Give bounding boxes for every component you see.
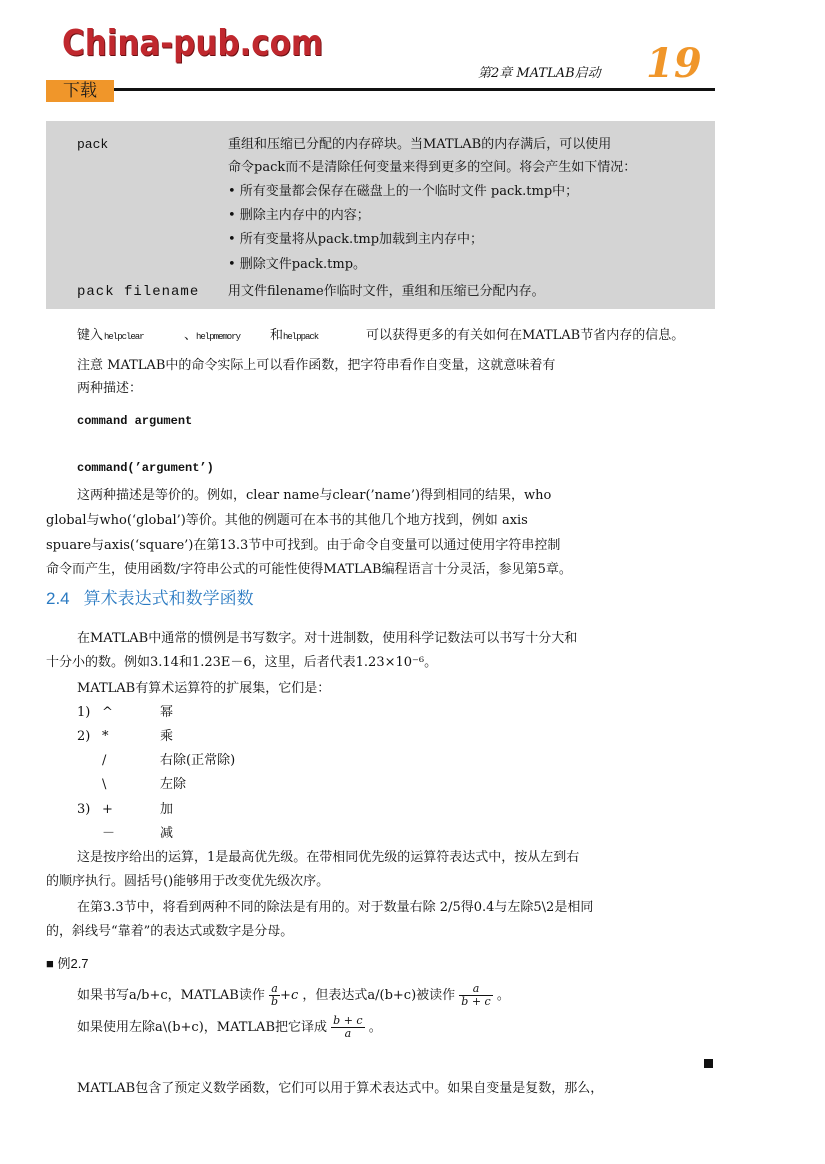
example-label: ■ 例2.7 — [46, 956, 89, 971]
pack-filename-command: pack filename — [77, 284, 200, 300]
operator-description: 幂 — [160, 705, 174, 720]
example-line-2-end: 。 — [368, 1020, 382, 1035]
operator-description: 右除(正常除) — [160, 753, 236, 768]
operator-symbol: + — [102, 802, 113, 817]
fraction-numerator: a — [269, 983, 280, 996]
operators-intro: MATLAB有算术运算符的扩展集，它们是： — [77, 681, 331, 696]
pack-description-2: 命令pack而不是清除任何变量来得到更多的空间。将会产生如下情况： — [228, 160, 637, 175]
para3-line-2: 的顺序执行。圆括号()能够用于改变优先级次序。 — [46, 874, 330, 889]
example-line-1 — [77, 980, 510, 1012]
code-command-argument: command argument — [77, 414, 193, 428]
section-title: 算术表达式和数学函数 — [83, 589, 254, 609]
pack-command: pack — [77, 137, 109, 152]
download-badge: 下载 — [46, 80, 114, 102]
help-sep-1: 、 — [184, 328, 198, 343]
para2-line-2: 十分小的数。例如3.14和1.23E－6，这里，后者代表1.23×10⁻⁶。 — [46, 655, 438, 670]
fraction-numerator: a — [459, 983, 492, 996]
fraction-denominator: a — [344, 1027, 352, 1040]
para4-line-1: 在第3.3节中，将看到两种不同的除法是有用的。对于数量右除 2/5得0.4与左除5\2是相同 — [77, 900, 594, 915]
page-number: 19 — [646, 40, 702, 87]
operator-number: 2) — [77, 729, 91, 744]
help-line-prefix: 键入 — [77, 328, 104, 343]
operator-symbol: * — [102, 729, 109, 744]
header-rule — [114, 88, 715, 91]
para2-line-1: 在MATLAB中通常的惯例是书写数字。对十进制数，使用科学记数法可以书写十分大和 — [77, 631, 578, 646]
fraction-denominator: b — [271, 995, 279, 1008]
para1-line-4: 命令而产生，使用函数/字符串公式的可能性使得MATLAB编程语言十分灵活，参见第5章。 — [46, 562, 572, 577]
para4-line-2: 的，斜线号“靠着”的表达式或数字是分母。 — [46, 924, 294, 939]
section-heading — [46, 590, 254, 608]
para3-line-1: 这是按序给出的运算，1是最高优先级。在带相同优先级的运算符表达式中，按从左到右 — [77, 850, 580, 865]
fraction-numerator: b + c — [333, 1014, 363, 1027]
operator-number: 1) — [77, 705, 91, 720]
help-line-suffix: 可以获得更多的有关如何在MATLAB节省内存的信息。 — [366, 328, 685, 343]
plus-c: +c — [280, 988, 299, 1003]
code-command-paren: command(’argument’) — [77, 461, 214, 475]
para1-line-3: spuare与axis(‘square’)在第13.3节中可找到。由于命令自变量可以通过使用字符串控制 — [46, 538, 561, 553]
operator-description: 加 — [160, 802, 174, 817]
help-cmd-pack: helppack — [283, 332, 319, 342]
operator-number: 3) — [77, 802, 91, 817]
site-logo: China-pub.com — [62, 23, 324, 64]
fraction-a-over-bc — [459, 983, 492, 1008]
operator-description: 左除 — [160, 777, 187, 792]
last-paragraph-line: MATLAB包含了预定义数学函数，它们可以用于算术表达式中。如果自变量是复数，那么， — [77, 1081, 604, 1096]
operator-description: 乘 — [160, 729, 174, 744]
example-line-2 — [77, 1012, 382, 1044]
example-line-1-end: 。 — [496, 988, 510, 1003]
pack-bullet-2: • 删除主内存中的内容； — [228, 208, 370, 223]
chapter-title: 第2章 MATLAB启动 — [478, 66, 601, 81]
help-cmd-memory: helpmemory — [196, 332, 241, 342]
note-line-2: 两种描述： — [77, 381, 143, 396]
section-number: 2.4 — [46, 589, 70, 608]
note-line-1: 注意 MATLAB中的命令实际上可以看作函数，把字符串看作自变量，这就意味着有 — [77, 358, 556, 373]
example-line-1-text-b: ，但表达式a/(b+c)被读作 — [302, 988, 456, 1003]
para1-line-1: 这两种描述是等价的。例如，clear name与clear(’name’)得到相同的结果，who — [77, 488, 552, 503]
example-line-1-text-a: 如果书写a/b+c，MATLAB读作 — [77, 988, 265, 1003]
fraction-a-over-b — [269, 983, 280, 1008]
pack-bullet-4: • 删除文件pack.tmp。 — [228, 257, 367, 272]
operator-symbol: － — [102, 826, 116, 841]
pack-bullet-1: • 所有变量都会保存在磁盘上的一个临时文件 pack.tmp中； — [228, 184, 579, 199]
help-sep-2: 和 — [270, 328, 284, 343]
pack-bullet-3: • 所有变量将从pack.tmp加载到主内存中； — [228, 232, 484, 247]
fraction-denominator: b + c — [461, 995, 491, 1008]
example-end-square — [704, 1057, 713, 1072]
para1-line-2: global与who(‘global’)等价。其他的例题可在本书的其他几个地方找到，例如 axis — [46, 513, 528, 528]
pack-description-1: 重组和压缩已分配的内存碎块。当MATLAB的内存满后，可以使用 — [228, 137, 612, 152]
operator-symbol: / — [102, 753, 107, 768]
operator-symbol: ^ — [102, 705, 113, 720]
example-line-2-text: 如果使用左除a\(b+c)，MATLAB把它译成 — [77, 1020, 328, 1035]
operator-symbol: \ — [102, 777, 107, 792]
pack-filename-description: 用文件filename作临时文件，重组和压缩已分配内存。 — [228, 284, 545, 299]
help-cmd-clear: helpclear — [104, 332, 144, 342]
operator-description: 减 — [160, 826, 174, 841]
fraction-bc-over-a — [331, 1015, 364, 1040]
